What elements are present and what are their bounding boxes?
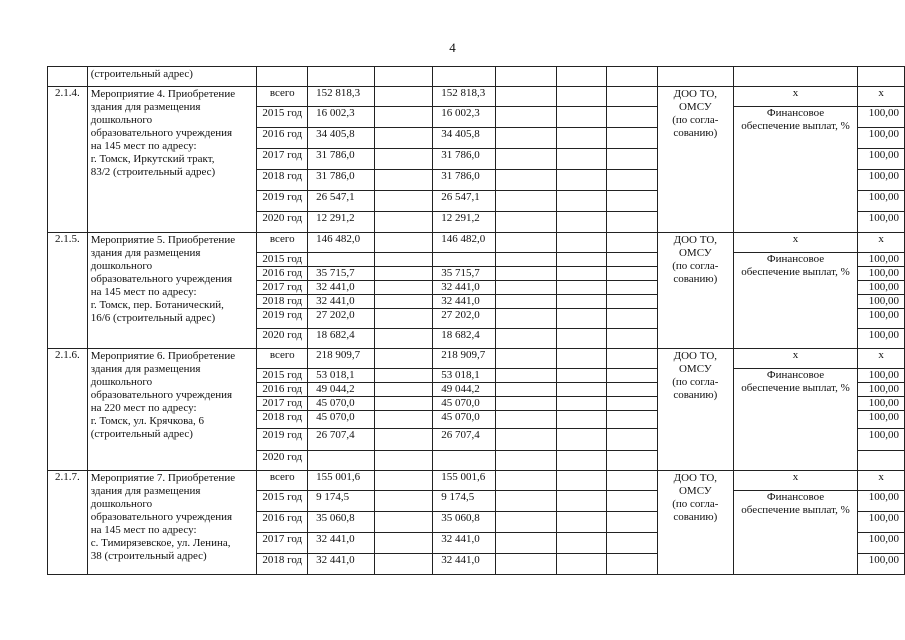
target-value-cell: 100,00 — [858, 383, 905, 397]
total-amount-cell: 53 018,1 — [308, 369, 375, 383]
target-value-cell: 100,00 — [858, 281, 905, 295]
budget-amount-cell: 16 002,3 — [433, 107, 496, 128]
year-cell: 2015 год — [257, 253, 308, 267]
year-cell: 2017 год — [257, 281, 308, 295]
empty-cell — [607, 491, 658, 512]
target-value-cell: 100,00 — [858, 267, 905, 281]
budget-amount-cell: 35 060,8 — [433, 512, 496, 533]
year-cell: 2017 год — [257, 533, 308, 554]
year-cell: 2018 год — [257, 295, 308, 309]
empty-cell — [557, 471, 607, 491]
budget-amount-cell: 218 909,7 — [433, 349, 496, 369]
total-amount-cell: 34 405,8 — [308, 128, 375, 149]
indicator-x-cell: x — [733, 233, 857, 253]
target-value-cell: 100,00 — [858, 329, 905, 349]
empty-cell — [557, 295, 607, 309]
year-cell: 2016 год — [257, 267, 308, 281]
year-cell: 2020 год — [257, 451, 308, 471]
target-value-cell: 100,00 — [858, 533, 905, 554]
empty-cell — [557, 349, 607, 369]
measure-description: Мероприятие 5. Приобретение здания для размещения дошкольного образовательного учреждения на 145 мест по адресу: г. Томск, пер. Ботанический, 16/6 (строительный адрес) — [87, 233, 257, 349]
empty-cell — [557, 128, 607, 149]
empty-cell — [607, 429, 658, 451]
empty-cell — [496, 267, 557, 281]
indicator-x-cell: x — [733, 87, 857, 107]
empty-cell — [496, 429, 557, 451]
empty-cell — [496, 295, 557, 309]
empty-cell — [557, 329, 607, 349]
empty-cell — [374, 233, 432, 253]
target-value-cell: 100,00 — [858, 309, 905, 329]
empty-cell — [374, 429, 432, 451]
measure-code: 2.1.6. — [48, 349, 88, 471]
page-number: 4 — [449, 40, 456, 55]
budget-amount-cell: 34 405,8 — [433, 128, 496, 149]
empty-cell — [496, 281, 557, 295]
empty-cell — [496, 512, 557, 533]
empty-cell — [557, 554, 607, 575]
budget-amount-cell: 49 044,2 — [433, 383, 496, 397]
year-cell: 2015 год — [257, 491, 308, 512]
total-amount-cell: 12 291,2 — [308, 212, 375, 233]
empty-cell — [607, 397, 658, 411]
empty-cell — [374, 554, 432, 575]
empty-cell — [496, 411, 557, 429]
total-amount-cell: 32 441,0 — [308, 281, 375, 295]
year-cell: 2020 год — [257, 212, 308, 233]
empty-cell — [557, 267, 607, 281]
budget-amount-cell: 9 174,5 — [433, 491, 496, 512]
total-amount-cell: 31 786,0 — [308, 170, 375, 191]
empty-cell — [607, 281, 658, 295]
total-amount-cell: 45 070,0 — [308, 397, 375, 411]
empty-cell — [557, 512, 607, 533]
empty-cell — [607, 369, 658, 383]
budget-amount-cell: 18 682,4 — [433, 329, 496, 349]
indicator-name-cell: Финансовое обеспечение выплат, % — [733, 253, 857, 349]
budget-amount-cell: 35 715,7 — [433, 267, 496, 281]
year-cell: 2018 год — [257, 411, 308, 429]
target-value-cell: 100,00 — [858, 191, 905, 212]
measure-code: 2.1.4. — [48, 87, 88, 233]
total-amount-cell: 49 044,2 — [308, 383, 375, 397]
empty-cell — [607, 87, 658, 107]
empty-cell — [374, 471, 432, 491]
year-cell: всего — [257, 471, 308, 491]
budget-amount-cell: 27 202,0 — [433, 309, 496, 329]
empty-cell — [374, 329, 432, 349]
measure-description: Мероприятие 6. Приобретение здания для размещения дошкольного образовательного учреждения на 220 мест по адресу: г. Томск, ул. Крячкова, 6 (строительный адрес) — [87, 349, 257, 471]
empty-cell — [496, 533, 557, 554]
total-amount-cell: 32 441,0 — [308, 295, 375, 309]
total-amount-cell: 146 482,0 — [308, 233, 375, 253]
total-amount-cell: 32 441,0 — [308, 554, 375, 575]
empty-cell — [374, 397, 432, 411]
empty-cell — [557, 87, 607, 107]
table-row — [48, 87, 905, 107]
empty-cell — [374, 349, 432, 369]
year-cell: 2016 год — [257, 128, 308, 149]
empty-cell — [607, 107, 658, 128]
budget-amount-cell: 32 441,0 — [433, 533, 496, 554]
empty-cell — [607, 349, 658, 369]
empty-cell — [374, 281, 432, 295]
empty-cell — [607, 533, 658, 554]
budget-amount-cell: 32 441,0 — [433, 281, 496, 295]
budget-amount-cell: 152 818,3 — [433, 87, 496, 107]
measure-description: Мероприятие 7. Приобретение здания для размещения дошкольного образовательного учреждения на 145 мест по адресу: с. Тимирязевское, ул. Ленина, 38 (строительный адрес) — [87, 471, 257, 575]
target-value-cell: 100,00 — [858, 295, 905, 309]
total-amount-cell: 18 682,4 — [308, 329, 375, 349]
empty-cell — [374, 411, 432, 429]
target-value-cell: 100,00 — [858, 253, 905, 267]
empty-cell — [607, 170, 658, 191]
year-cell: 2018 год — [257, 554, 308, 575]
empty-cell — [607, 267, 658, 281]
budget-amount-cell: 45 070,0 — [433, 397, 496, 411]
program-measures-table — [47, 66, 905, 575]
empty-cell — [607, 295, 658, 309]
empty-cell — [557, 383, 607, 397]
description-cell: (строительный адрес) — [87, 67, 257, 87]
empty-cell — [496, 170, 557, 191]
total-amount-cell: 152 818,3 — [308, 87, 375, 107]
target-value-cell: 100,00 — [858, 397, 905, 411]
budget-amount-cell — [433, 451, 496, 471]
empty-cell — [607, 451, 658, 471]
empty-cell — [496, 451, 557, 471]
budget-amount-cell: 26 707,4 — [433, 429, 496, 451]
empty-cell — [557, 451, 607, 471]
budget-amount-cell: 31 786,0 — [433, 149, 496, 170]
budget-amount-cell — [433, 253, 496, 267]
executor-cell: ДОО ТО, ОМСУ (по согла- сованию) — [657, 233, 733, 349]
total-amount-cell: 35 715,7 — [308, 267, 375, 281]
empty-cell — [607, 149, 658, 170]
empty-cell — [557, 411, 607, 429]
target-value-cell: 100,00 — [858, 411, 905, 429]
target-value-cell: 100,00 — [858, 107, 905, 128]
empty-cell — [557, 491, 607, 512]
empty-cell — [496, 107, 557, 128]
empty-cell — [607, 411, 658, 429]
year-cell: всего — [257, 349, 308, 369]
code-cell — [48, 67, 88, 87]
empty-cell — [496, 349, 557, 369]
target-value-cell — [858, 451, 905, 471]
empty-cell — [557, 107, 607, 128]
year-cell: 2017 год — [257, 397, 308, 411]
year-cell: 2019 год — [257, 191, 308, 212]
empty-cell — [607, 554, 658, 575]
target-value-cell: 100,00 — [858, 170, 905, 191]
indicator-name-cell: Финансовое обеспечение выплат, % — [733, 369, 857, 471]
target-value-cell: 100,00 — [858, 429, 905, 451]
indicator-x-cell: x — [858, 233, 905, 253]
empty-cell — [496, 383, 557, 397]
total-amount-cell: 27 202,0 — [308, 309, 375, 329]
empty-cell — [374, 309, 432, 329]
total-amount-cell — [308, 253, 375, 267]
empty-cell — [557, 369, 607, 383]
year-cell: 2015 год — [257, 107, 308, 128]
empty-cell — [496, 309, 557, 329]
table-row — [48, 233, 905, 253]
empty-cell — [607, 212, 658, 233]
target-value-cell: 100,00 — [858, 554, 905, 575]
indicator-x-cell: x — [858, 471, 905, 491]
empty-cell — [557, 309, 607, 329]
empty-cell — [374, 191, 432, 212]
measure-description: Мероприятие 4. Приобретение здания для размещения дошкольного образовательного учреждения на 145 мест по адресу: г. Томск, Иркутский тракт, 83/2 (строительный адрес) — [87, 87, 257, 233]
executor-cell: ДОО ТО, ОМСУ (по согла- сованию) — [657, 471, 733, 575]
empty-cell — [607, 253, 658, 267]
empty-cell — [374, 533, 432, 554]
empty-cell — [496, 253, 557, 267]
empty-cell — [374, 170, 432, 191]
empty-cell — [496, 87, 557, 107]
empty-cell — [557, 429, 607, 451]
total-amount-cell: 16 002,3 — [308, 107, 375, 128]
indicator-x-cell: x — [858, 87, 905, 107]
total-amount-cell: 155 001,6 — [308, 471, 375, 491]
empty-cell — [496, 149, 557, 170]
measure-code: 2.1.5. — [48, 233, 88, 349]
empty-cell — [374, 107, 432, 128]
empty-cell — [557, 397, 607, 411]
target-value-cell: 100,00 — [858, 369, 905, 383]
empty-cell — [496, 397, 557, 411]
empty-cell — [496, 491, 557, 512]
empty-cell — [496, 233, 557, 253]
year-cell: 2017 год — [257, 149, 308, 170]
empty-cell — [374, 128, 432, 149]
table-body — [48, 67, 905, 575]
empty-cell — [496, 471, 557, 491]
table-row — [48, 471, 905, 491]
year-cell: 2019 год — [257, 309, 308, 329]
measure-code: 2.1.7. — [48, 471, 88, 575]
empty-cell — [557, 281, 607, 295]
empty-cell — [374, 87, 432, 107]
budget-amount-cell: 45 070,0 — [433, 411, 496, 429]
table-row — [48, 349, 905, 369]
empty-cell — [374, 369, 432, 383]
indicator-name-cell: Финансовое обеспечение выплат, % — [733, 491, 857, 575]
empty-cell — [496, 329, 557, 349]
total-amount-cell: 9 174,5 — [308, 491, 375, 512]
empty-cell — [607, 191, 658, 212]
empty-cell — [607, 471, 658, 491]
indicator-name-cell: Финансовое обеспечение выплат, % — [733, 107, 857, 233]
empty-cell — [557, 233, 607, 253]
year-cell: всего — [257, 87, 308, 107]
total-amount-cell: 26 707,4 — [308, 429, 375, 451]
executor-cell: ДОО ТО, ОМСУ (по согла- сованию) — [657, 349, 733, 471]
empty-cell — [557, 191, 607, 212]
empty-cell — [496, 554, 557, 575]
empty-cell — [607, 383, 658, 397]
budget-amount-cell: 26 547,1 — [433, 191, 496, 212]
empty-cell — [374, 212, 432, 233]
empty-cell — [374, 451, 432, 471]
year-cell: 2020 год — [257, 329, 308, 349]
empty-cell — [557, 253, 607, 267]
target-value-cell: 100,00 — [858, 512, 905, 533]
empty-cell — [607, 233, 658, 253]
empty-cell — [557, 533, 607, 554]
empty-cell — [374, 491, 432, 512]
budget-amount-cell: 12 291,2 — [433, 212, 496, 233]
executor-cell: ДОО ТО, ОМСУ (по согла- сованию) — [657, 87, 733, 233]
empty-cell — [607, 512, 658, 533]
target-value-cell: 100,00 — [858, 149, 905, 170]
indicator-x-cell: x — [858, 349, 905, 369]
empty-cell — [557, 212, 607, 233]
empty-cell — [496, 191, 557, 212]
year-cell: 2015 год — [257, 369, 308, 383]
target-value-cell: 100,00 — [858, 128, 905, 149]
table-row — [48, 67, 905, 87]
year-cell: всего — [257, 233, 308, 253]
budget-amount-cell: 32 441,0 — [433, 295, 496, 309]
budget-amount-cell: 53 018,1 — [433, 369, 496, 383]
empty-cell — [557, 149, 607, 170]
budget-amount-cell: 146 482,0 — [433, 233, 496, 253]
empty-cell — [607, 329, 658, 349]
budget-amount-cell: 31 786,0 — [433, 170, 496, 191]
total-amount-cell: 31 786,0 — [308, 149, 375, 170]
year-cell: 2019 год — [257, 429, 308, 451]
year-cell: 2018 год — [257, 170, 308, 191]
total-amount-cell — [308, 451, 375, 471]
empty-cell — [496, 212, 557, 233]
total-amount-cell: 32 441,0 — [308, 533, 375, 554]
indicator-x-cell: x — [733, 349, 857, 369]
target-value-cell: 100,00 — [858, 491, 905, 512]
empty-cell — [374, 267, 432, 281]
budget-amount-cell: 155 001,6 — [433, 471, 496, 491]
empty-cell — [496, 128, 557, 149]
year-cell: 2016 год — [257, 512, 308, 533]
total-amount-cell: 218 909,7 — [308, 349, 375, 369]
total-amount-cell: 45 070,0 — [308, 411, 375, 429]
empty-cell — [496, 369, 557, 383]
empty-cell — [374, 149, 432, 170]
empty-cell — [374, 253, 432, 267]
empty-cell — [374, 383, 432, 397]
total-amount-cell: 35 060,8 — [308, 512, 375, 533]
total-amount-cell: 26 547,1 — [308, 191, 375, 212]
empty-cell — [607, 128, 658, 149]
empty-cell — [374, 295, 432, 309]
empty-cell — [374, 512, 432, 533]
indicator-x-cell: x — [733, 471, 857, 491]
budget-amount-cell: 32 441,0 — [433, 554, 496, 575]
empty-cell — [557, 170, 607, 191]
target-value-cell: 100,00 — [858, 212, 905, 233]
year-cell: 2016 год — [257, 383, 308, 397]
empty-cell — [607, 309, 658, 329]
